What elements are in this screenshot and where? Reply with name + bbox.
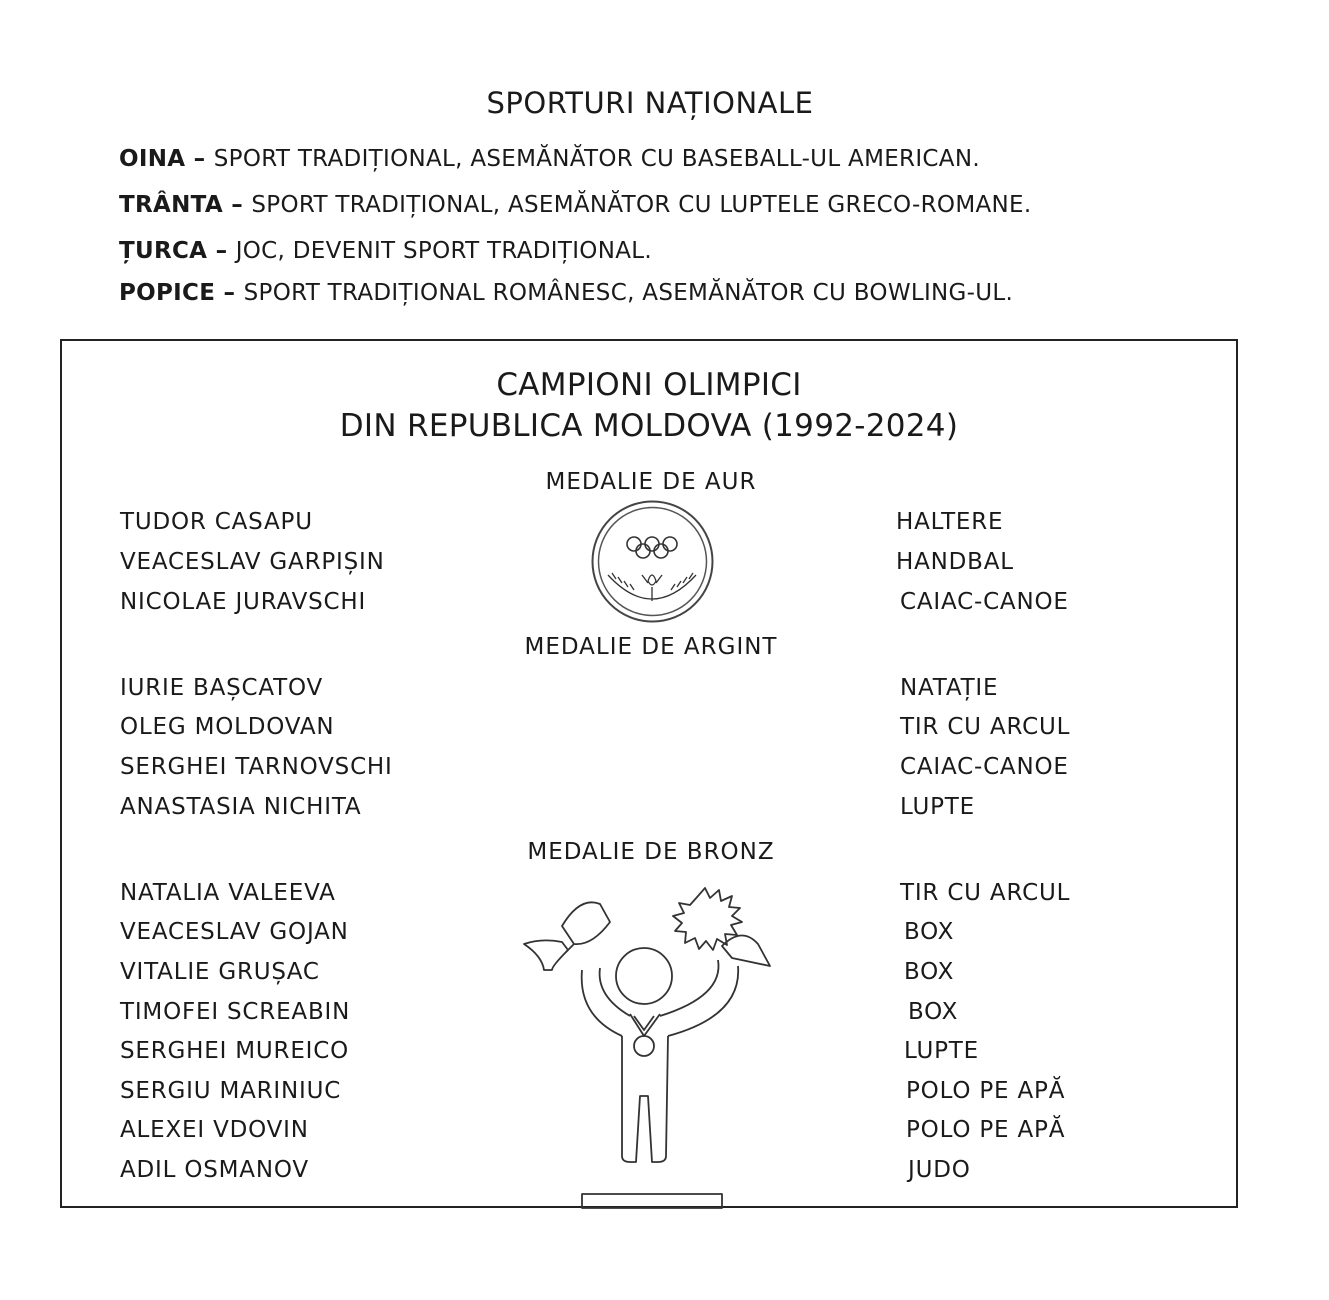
champions-title <box>62 365 1236 447</box>
gold-section-title: MEDALIE DE AUR <box>545 469 757 495</box>
olympic-medal-icon <box>590 499 715 624</box>
champion-name: NATALIA VALEEVA <box>120 880 336 906</box>
champion-sport: LUPTE <box>904 1038 979 1064</box>
champion-name: SERGIU MARINIUC <box>120 1078 342 1104</box>
champions-box <box>60 339 1238 1208</box>
champion-name: SERGHEI TARNOVSCHI <box>120 754 393 780</box>
sport-name: TRÂNTA <box>119 192 223 218</box>
champion-trophy-figure-icon <box>522 886 782 1210</box>
national-sports-list <box>119 142 1269 322</box>
champion-sport: JUDO <box>908 1157 971 1183</box>
page-title: SPORTURI NAȚIONALE <box>486 86 814 120</box>
sport-separator: – <box>185 146 214 172</box>
champion-name: IURIE BAȘCATOV <box>120 675 324 701</box>
sport-description: SPORT TRADIȚIONAL ROMÂNESC, ASEMĂNĂTOR CU BOWLING-UL. <box>243 280 1014 306</box>
champion-sport: POLO PE APĂ <box>906 1117 1066 1143</box>
champion-sport: HANDBAL <box>896 549 1014 575</box>
champion-sport: BOX <box>908 999 959 1025</box>
champion-name: ALEXEI VDOVIN <box>120 1117 309 1143</box>
sport-separator: – <box>215 280 244 306</box>
champion-sport: LUPTE <box>900 794 975 820</box>
sport-separator: – <box>222 192 252 218</box>
champion-name: TUDOR CASAPU <box>120 509 313 535</box>
sport-description: SPORT TRADIȚIONAL, ASEMĂNĂTOR CU LUPTELE GRECO-ROMANE. <box>251 192 1032 218</box>
champion-name: ADIL OSMANOV <box>120 1157 309 1183</box>
champions-title-line1: CAMPIONI OLIMPICI <box>496 367 802 403</box>
champion-name: VITALIE GRUȘAC <box>120 959 320 985</box>
sport-item <box>119 142 1269 188</box>
champion-sport: HALTERE <box>896 509 1004 535</box>
sport-name: OINA <box>119 146 186 172</box>
bronze-section-title: MEDALIE DE BRONZ <box>527 839 775 865</box>
sport-name: POPICE <box>119 280 216 306</box>
champion-name: OLEG MOLDOVAN <box>120 714 335 740</box>
sport-item <box>119 188 1269 234</box>
silver-section-title: MEDALIE DE ARGINT <box>524 634 778 660</box>
champion-sport: POLO PE APĂ <box>906 1078 1066 1104</box>
champion-sport: CAIAC-CANOE <box>900 589 1069 615</box>
champion-name: TIMOFEI SCREABIN <box>120 999 351 1025</box>
sport-item <box>119 276 1269 322</box>
champions-title-line2: DIN REPUBLICA MOLDOVA (1992-2024) <box>339 408 959 444</box>
champion-sport: BOX <box>904 959 955 985</box>
sport-description: SPORT TRADIȚIONAL, ASEMĂNĂTOR CU BASEBALL-UL AMERICAN. <box>213 146 980 172</box>
champion-name: SERGHEI MUREICO <box>120 1038 349 1064</box>
champion-name: VEACESLAV GARPIȘIN <box>120 549 385 575</box>
champion-name: NICOLAE JURAVSCHI <box>120 589 367 615</box>
champion-name: VEACESLAV GOJAN <box>120 919 349 945</box>
sport-name: ȚURCA <box>119 238 208 264</box>
champion-sport: TIR CU ARCUL <box>900 714 1071 740</box>
sport-description: JOC, DEVENIT SPORT TRADIȚIONAL. <box>235 238 652 264</box>
champion-sport: BOX <box>904 919 955 945</box>
champion-sport: NATAȚIE <box>900 675 999 701</box>
sport-separator: – <box>207 238 236 264</box>
champion-sport: CAIAC-CANOE <box>900 754 1069 780</box>
sport-item <box>119 234 1269 276</box>
champion-sport: TIR CU ARCUL <box>900 880 1071 906</box>
champion-name: ANASTASIA NICHITA <box>120 794 362 820</box>
